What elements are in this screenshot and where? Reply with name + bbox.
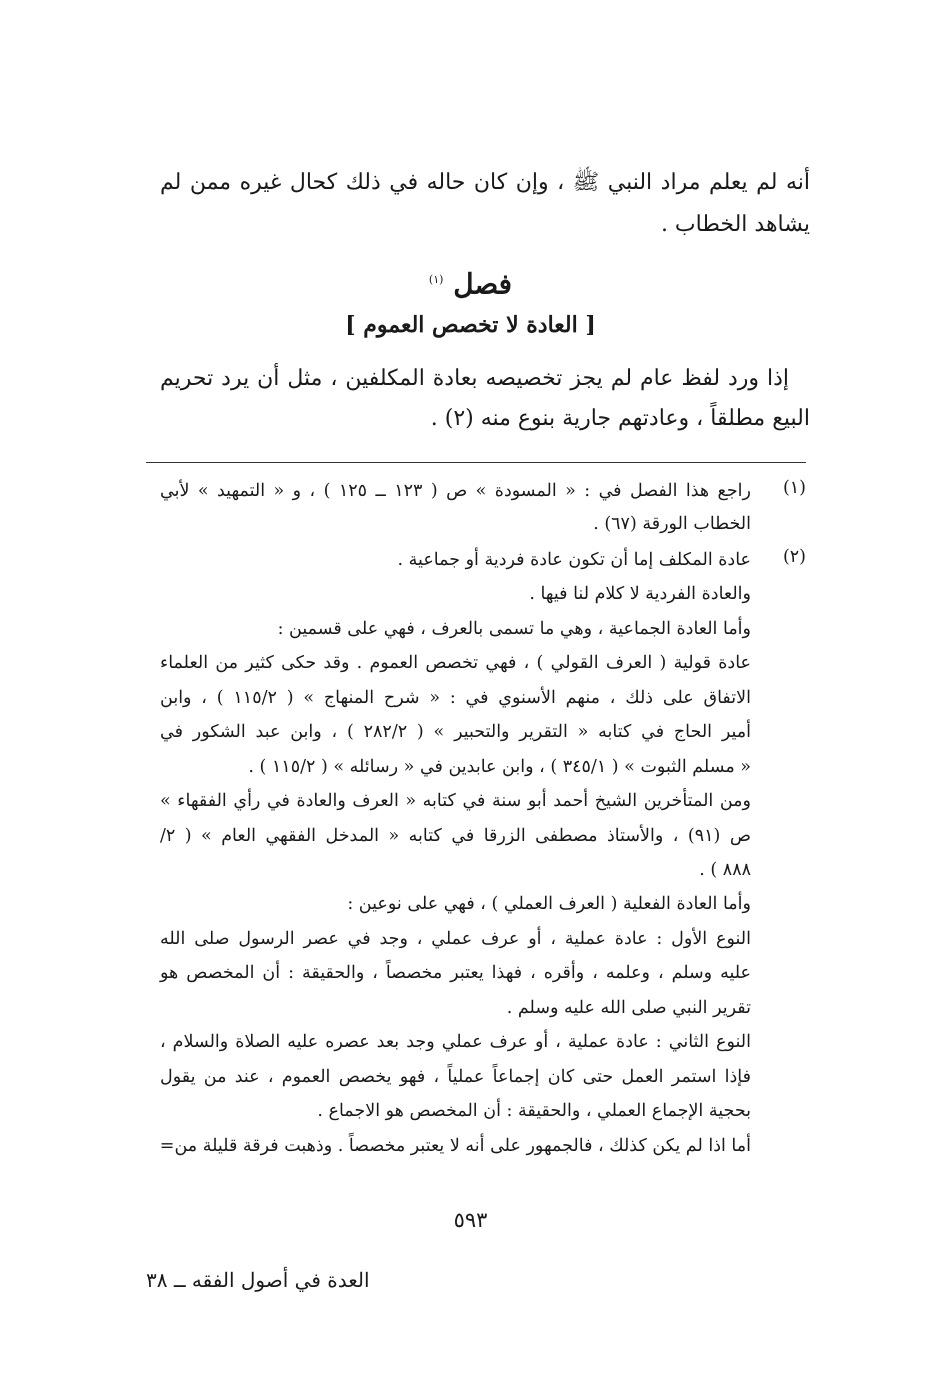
- footnote-2-line: والعادة الفردية لا كلام لنا فيها .: [529, 584, 751, 604]
- footnote-2-line: الاتفاق على ذلك ، منهم الأسنوي في : « شرح المنهاج » ( ١١٥/٢ ) ، وابن: [160, 688, 751, 708]
- footnote-2-line: أما اذا لم يكن كذلك ، فالجمهور على أنه لا يعتبر مخصصاً . وذهبت فرقة قليلة من=: [159, 1136, 751, 1156]
- intro-line-1: أنه لم يعلم مراد النبي ﷺ ، وإن كان حاله في ذلك كحال غيره ممن لم: [160, 170, 810, 195]
- section-subtitle: [ العادة لا تخصص العموم ]: [345, 312, 596, 338]
- footnote-separator: [146, 462, 806, 463]
- footnote-1-line-2: الخطاب الورقة (٦٧) .: [593, 514, 751, 534]
- footnote-2-line: أمير الحاج في كتابه « التقرير والتحبير » ( ٢٨٢/٢ ) ، وابن عبد الشكور في: [160, 722, 751, 742]
- body-line-2: البيع مطلقاً ، وعادتهم جارية بنوع منه (٢) .: [430, 406, 810, 431]
- footnote-2-line: « مسلم الثبوت » ( ٣٤٥/١ ) ، وابن عابدين في « رسائله » ( ١١٥/٢ ) .: [248, 757, 751, 777]
- footnote-2-line: النوع الثاني : عادة عملية ، أو عرف عملي وجد بعد عصره عليه الصلاة والسلام ،: [160, 1032, 751, 1052]
- intro-line-2: يشاهد الخطاب .: [660, 212, 810, 237]
- footnote-1-line-1: راجع هذا الفصل في : « المسودة » ص ( ١٢٣ ــ ١٢٥ ) ، و « التمهيد » لأبي: [160, 481, 751, 501]
- footnote-2-line: عادة قولية ( العرف القولي ) ، فهي تخصص العموم . وقد حكى كثير من العلماء: [160, 653, 751, 673]
- running-footer: العدة في أصول الفقه ــ ٣٨: [146, 1268, 370, 1292]
- footnote-2-line: وأما العادة الجماعية ، وهي ما تسمى بالعرف ، فهي على قسمين :: [277, 619, 751, 639]
- footnote-2-marker: (٢): [782, 547, 806, 567]
- footnote-2-line: ٨٨٨ ) .: [699, 860, 751, 880]
- footnote-2-line: ص (٩١) ، والأستاذ مصطفى الزرقا في كتابه « المدخل الفقهي العام » ( ٢/: [160, 826, 751, 846]
- footnote-2-line: عادة المكلف إما أن تكون عادة فردية أو جماعية .: [397, 550, 751, 570]
- section-title-note: (١): [428, 273, 444, 286]
- footnote-1-marker: (١): [782, 478, 806, 498]
- footnote-2-line: وأما العادة الفعلية ( العرف العملي ) ، فهي على نوعين :: [347, 894, 751, 914]
- footnote-2-line: بحجية الإجماع العملي ، والحقيقة : أن المخصص هو الاجماع .: [317, 1101, 751, 1121]
- section-title: [0, 262, 941, 302]
- body-line-1: إذا ورد لفظ عام لم يجز تخصيصه بعادة المكلفين ، مثل أن يرد تحريم: [160, 366, 789, 391]
- page-number: ٥٩٣: [453, 1208, 488, 1232]
- section-title-text: فصل: [453, 267, 513, 301]
- footnote-2-line: عليه وسلم ، وعلمه ، وأقره ، فهذا يعتبر مخصصاً ، والحقيقة : أن المخصص هو: [160, 963, 751, 983]
- footnote-2-line: فإذا استمر العمل حتى كان إجماعاً عملياً ، فهو يخصص العموم ، عند من يقول: [160, 1067, 751, 1087]
- footnote-2-line: النوع الأول : عادة عملية ، أو عرف عملي ، وجد في عصر الرسول صلى الله: [160, 929, 751, 949]
- footnote-2-line: تقرير النبي صلى الله عليه وسلم .: [506, 998, 751, 1018]
- footnote-2-line: ومن المتأخرين الشيخ أحمد أبو سنة في كتابه « العرف والعادة في رأي الفقهاء »: [160, 791, 751, 811]
